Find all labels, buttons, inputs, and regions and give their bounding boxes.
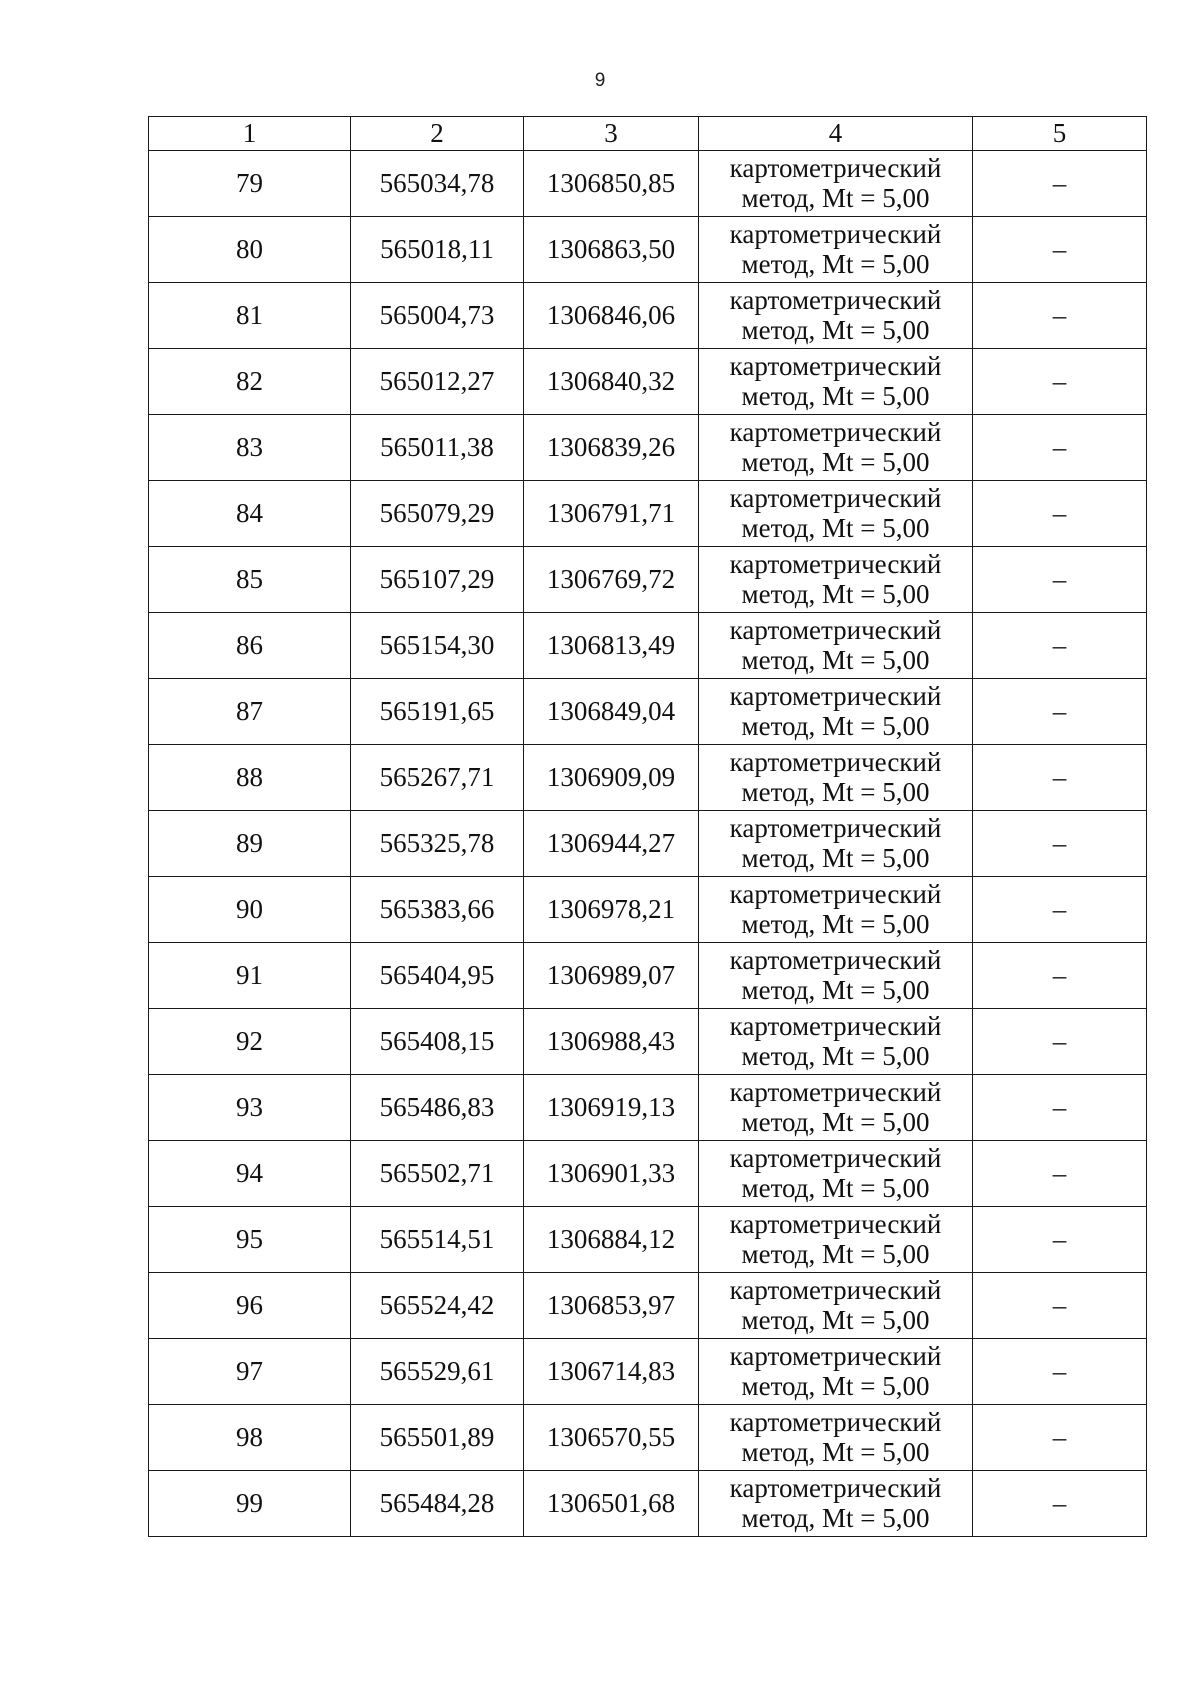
method-line-2: метод, Mt = 5,00	[741, 1238, 930, 1269]
note-cell: –	[973, 1405, 1147, 1471]
table-row	[149, 613, 1147, 679]
point-number-cell: 91	[149, 943, 351, 1009]
table-row	[149, 1471, 1147, 1537]
method-line-2: метод, Mt = 5,00	[741, 380, 930, 411]
note-cell: –	[973, 1009, 1147, 1075]
method-line-2: метод, Mt = 5,00	[741, 1436, 930, 1467]
method-line-1: картометрический	[729, 416, 942, 447]
method-line-1: картометрический	[729, 746, 942, 777]
method-line-1: картометрический	[729, 1274, 942, 1305]
header-col-5: 5	[973, 117, 1147, 151]
y-coordinate-cell: 1306769,72	[524, 547, 699, 613]
note-cell: –	[973, 679, 1147, 745]
method-cell	[699, 943, 973, 1009]
method-cell	[699, 1471, 973, 1537]
note-cell: –	[973, 745, 1147, 811]
method-cell	[699, 1009, 973, 1075]
table-row	[149, 1273, 1147, 1339]
note-cell: –	[973, 547, 1147, 613]
y-coordinate-cell: 1306840,32	[524, 349, 699, 415]
method-line-1: картометрический	[729, 878, 942, 909]
x-coordinate-cell: 565191,65	[351, 679, 524, 745]
point-number-cell: 87	[149, 679, 351, 745]
method-cell	[699, 811, 973, 877]
note-cell: –	[973, 481, 1147, 547]
note-cell: –	[973, 217, 1147, 283]
point-number-cell: 99	[149, 1471, 351, 1537]
note-cell: –	[973, 283, 1147, 349]
x-coordinate-cell: 565011,38	[351, 415, 524, 481]
header-col-2: 2	[351, 117, 524, 151]
method-line-2: метод, Mt = 5,00	[741, 512, 930, 543]
table-row	[149, 745, 1147, 811]
table-row	[149, 1339, 1147, 1405]
method-cell	[699, 151, 973, 217]
method-line-1: картометрический	[729, 548, 942, 579]
method-cell	[699, 1339, 973, 1405]
method-line-1: картометрический	[729, 1010, 942, 1041]
point-number-cell: 79	[149, 151, 351, 217]
point-number-cell: 89	[149, 811, 351, 877]
x-coordinate-cell: 565079,29	[351, 481, 524, 547]
header-col-4: 4	[699, 117, 973, 151]
x-coordinate-cell: 565514,51	[351, 1207, 524, 1273]
method-line-1: картометрический	[729, 614, 942, 645]
method-line-2: метод, Mt = 5,00	[741, 644, 930, 675]
table-header	[149, 117, 1147, 151]
point-number-cell: 83	[149, 415, 351, 481]
method-cell	[699, 415, 973, 481]
method-cell	[699, 349, 973, 415]
table-row	[149, 1141, 1147, 1207]
method-line-1: картометрический	[729, 680, 942, 711]
table-row	[149, 943, 1147, 1009]
note-cell: –	[973, 1075, 1147, 1141]
method-line-1: картометрический	[729, 944, 942, 975]
y-coordinate-cell: 1306978,21	[524, 877, 699, 943]
method-line-2: метод, Mt = 5,00	[741, 974, 930, 1005]
method-cell	[699, 613, 973, 679]
method-cell	[699, 1207, 973, 1273]
table-row	[149, 217, 1147, 283]
method-cell	[699, 283, 973, 349]
point-number-cell: 81	[149, 283, 351, 349]
note-cell: –	[973, 1273, 1147, 1339]
x-coordinate-cell: 565408,15	[351, 1009, 524, 1075]
method-line-2: метод, Mt = 5,00	[741, 1502, 930, 1533]
point-number-cell: 84	[149, 481, 351, 547]
x-coordinate-cell: 565154,30	[351, 613, 524, 679]
note-cell: –	[973, 613, 1147, 679]
method-cell	[699, 1405, 973, 1471]
table-row	[149, 547, 1147, 613]
method-line-2: метод, Mt = 5,00	[741, 248, 930, 279]
point-number-cell: 92	[149, 1009, 351, 1075]
x-coordinate-cell: 565107,29	[351, 547, 524, 613]
method-cell	[699, 481, 973, 547]
method-cell	[699, 877, 973, 943]
table-row	[149, 415, 1147, 481]
note-cell: –	[973, 943, 1147, 1009]
point-number-cell: 90	[149, 877, 351, 943]
method-line-1: картометрический	[729, 152, 942, 183]
method-line-1: картометрический	[729, 1142, 942, 1173]
method-line-2: метод, Mt = 5,00	[741, 182, 930, 213]
point-number-cell: 97	[149, 1339, 351, 1405]
note-cell: –	[973, 1471, 1147, 1537]
table-row	[149, 877, 1147, 943]
y-coordinate-cell: 1306570,55	[524, 1405, 699, 1471]
note-cell: –	[973, 151, 1147, 217]
point-number-cell: 80	[149, 217, 351, 283]
point-number-cell: 82	[149, 349, 351, 415]
point-number-cell: 95	[149, 1207, 351, 1273]
method-cell	[699, 745, 973, 811]
x-coordinate-cell: 565529,61	[351, 1339, 524, 1405]
method-line-2: метод, Mt = 5,00	[741, 1304, 930, 1335]
table-row	[149, 811, 1147, 877]
table-row	[149, 679, 1147, 745]
note-cell: –	[973, 349, 1147, 415]
table-row	[149, 1075, 1147, 1141]
y-coordinate-cell: 1306501,68	[524, 1471, 699, 1537]
y-coordinate-cell: 1306813,49	[524, 613, 699, 679]
method-cell	[699, 547, 973, 613]
method-cell	[699, 1141, 973, 1207]
method-line-1: картометрический	[729, 284, 942, 315]
note-cell: –	[973, 811, 1147, 877]
method-line-1: картометрический	[729, 812, 942, 843]
method-line-1: картометрический	[729, 482, 942, 513]
y-coordinate-cell: 1306791,71	[524, 481, 699, 547]
table-row	[149, 1405, 1147, 1471]
method-line-2: метод, Mt = 5,00	[741, 1370, 930, 1401]
coordinates-table	[148, 116, 1147, 1537]
x-coordinate-cell: 565004,73	[351, 283, 524, 349]
method-line-1: картометрический	[729, 1208, 942, 1239]
method-line-2: метод, Mt = 5,00	[741, 314, 930, 345]
x-coordinate-cell: 565267,71	[351, 745, 524, 811]
method-line-2: метод, Mt = 5,00	[741, 776, 930, 807]
method-line-1: картометрический	[729, 1076, 942, 1107]
point-number-cell: 86	[149, 613, 351, 679]
x-coordinate-cell: 565012,27	[351, 349, 524, 415]
page-number: 9	[594, 70, 606, 91]
x-coordinate-cell: 565018,11	[351, 217, 524, 283]
y-coordinate-cell: 1306849,04	[524, 679, 699, 745]
x-coordinate-cell: 565502,71	[351, 1141, 524, 1207]
method-line-1: картометрический	[729, 350, 942, 381]
x-coordinate-cell: 565034,78	[351, 151, 524, 217]
header-col-3: 3	[524, 117, 699, 151]
note-cell: –	[973, 1339, 1147, 1405]
note-cell: –	[973, 877, 1147, 943]
table-row	[149, 1207, 1147, 1273]
note-cell: –	[973, 1141, 1147, 1207]
table-row	[149, 481, 1147, 547]
method-cell	[699, 1273, 973, 1339]
y-coordinate-cell: 1306714,83	[524, 1339, 699, 1405]
y-coordinate-cell: 1306901,33	[524, 1141, 699, 1207]
y-coordinate-cell: 1306944,27	[524, 811, 699, 877]
table-body	[149, 151, 1147, 1537]
note-cell: –	[973, 415, 1147, 481]
method-line-1: картометрический	[729, 1340, 942, 1371]
y-coordinate-cell: 1306846,06	[524, 283, 699, 349]
x-coordinate-cell: 565501,89	[351, 1405, 524, 1471]
y-coordinate-cell: 1306988,43	[524, 1009, 699, 1075]
method-line-2: метод, Mt = 5,00	[741, 578, 930, 609]
method-line-2: метод, Mt = 5,00	[741, 1172, 930, 1203]
x-coordinate-cell: 565383,66	[351, 877, 524, 943]
method-line-2: метод, Mt = 5,00	[741, 908, 930, 939]
header-row	[149, 117, 1147, 151]
point-number-cell: 96	[149, 1273, 351, 1339]
x-coordinate-cell: 565486,83	[351, 1075, 524, 1141]
point-number-cell: 85	[149, 547, 351, 613]
method-line-2: метод, Mt = 5,00	[741, 842, 930, 873]
point-number-cell: 93	[149, 1075, 351, 1141]
method-line-2: метод, Mt = 5,00	[741, 1040, 930, 1071]
method-line-1: картометрический	[729, 1406, 942, 1437]
x-coordinate-cell: 565484,28	[351, 1471, 524, 1537]
table-row	[149, 349, 1147, 415]
method-cell	[699, 679, 973, 745]
point-number-cell: 94	[149, 1141, 351, 1207]
method-cell	[699, 1075, 973, 1141]
y-coordinate-cell: 1306919,13	[524, 1075, 699, 1141]
table-row	[149, 151, 1147, 217]
header-col-1: 1	[149, 117, 351, 151]
method-cell	[699, 217, 973, 283]
point-number-cell: 98	[149, 1405, 351, 1471]
y-coordinate-cell: 1306853,97	[524, 1273, 699, 1339]
method-line-1: картометрический	[729, 218, 942, 249]
table-row	[149, 283, 1147, 349]
table-row	[149, 1009, 1147, 1075]
point-number-cell: 88	[149, 745, 351, 811]
method-line-2: метод, Mt = 5,00	[741, 1106, 930, 1137]
y-coordinate-cell: 1306863,50	[524, 217, 699, 283]
y-coordinate-cell: 1306884,12	[524, 1207, 699, 1273]
y-coordinate-cell: 1306989,07	[524, 943, 699, 1009]
note-cell: –	[973, 1207, 1147, 1273]
method-line-2: метод, Mt = 5,00	[741, 710, 930, 741]
y-coordinate-cell: 1306850,85	[524, 151, 699, 217]
x-coordinate-cell: 565325,78	[351, 811, 524, 877]
method-line-1: картометрический	[729, 1472, 942, 1503]
y-coordinate-cell: 1306909,09	[524, 745, 699, 811]
x-coordinate-cell: 565404,95	[351, 943, 524, 1009]
method-line-2: метод, Mt = 5,00	[741, 446, 930, 477]
y-coordinate-cell: 1306839,26	[524, 415, 699, 481]
x-coordinate-cell: 565524,42	[351, 1273, 524, 1339]
